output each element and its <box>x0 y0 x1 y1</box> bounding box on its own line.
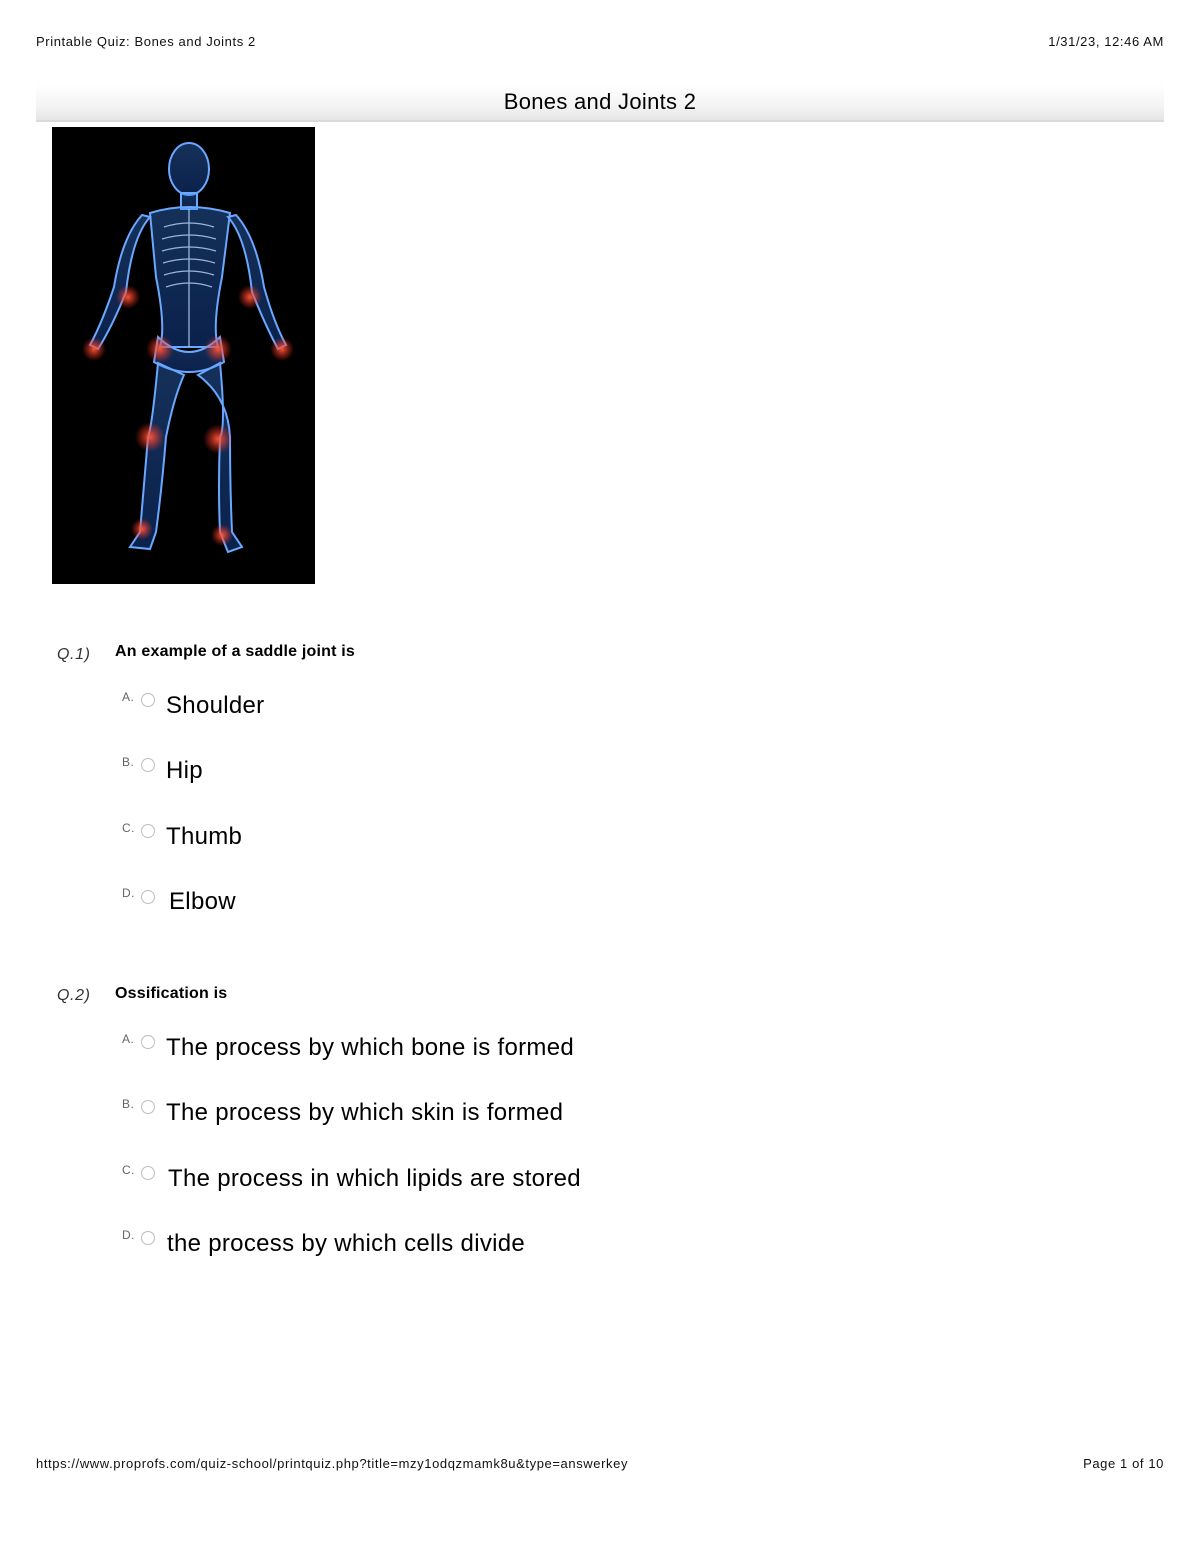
quiz-title-bar <box>36 84 1164 122</box>
option-text: Thumb <box>166 823 243 850</box>
option-text: The process in which lipids are stored <box>168 1165 581 1192</box>
radio-button[interactable] <box>141 693 155 707</box>
option-letter: B. <box>122 755 135 769</box>
option-letter: D. <box>122 886 135 900</box>
option-text: Shoulder <box>166 692 265 719</box>
radio-button[interactable] <box>141 890 155 904</box>
option-letter: A. <box>122 690 135 704</box>
option-text: The process by which skin is formed <box>166 1099 564 1126</box>
radio-button[interactable] <box>141 824 155 838</box>
quiz-title: Bones and Joints 2 <box>503 89 697 114</box>
print-header-title: Printable Quiz: Bones and Joints 2 <box>36 34 256 49</box>
print-footer-url: https://www.proprofs.com/quiz-school/printquiz.php?title=mzy1odqzmamk8u&type=answerkey <box>36 1456 629 1471</box>
option-letter: C. <box>122 821 135 835</box>
page-number: Page 1 of 10 <box>1083 1456 1164 1471</box>
option-letter: A. <box>122 1032 135 1046</box>
option-text: The process by which bone is formed <box>166 1034 575 1061</box>
option-letter: D. <box>122 1228 135 1242</box>
question-number: Q.1) <box>57 646 91 663</box>
radio-button[interactable] <box>141 1231 155 1245</box>
radio-button[interactable] <box>141 1035 155 1049</box>
option-text: Hip <box>166 757 203 784</box>
radio-button[interactable] <box>141 1100 155 1114</box>
skeleton-illustration <box>52 127 315 584</box>
question-text: Ossification is <box>115 985 228 1002</box>
print-header-timestamp: 1/31/23, 12:46 AM <box>1048 34 1164 49</box>
skeleton-xray-image <box>52 127 315 584</box>
option-letter: B. <box>122 1097 135 1111</box>
radio-button[interactable] <box>141 758 155 772</box>
option-letter: C. <box>122 1163 135 1177</box>
option-text: the process by which cells divide <box>167 1230 526 1257</box>
radio-button[interactable] <box>141 1166 155 1180</box>
option-text: Elbow <box>169 888 236 915</box>
question-text: An example of a saddle joint is <box>115 643 356 660</box>
question-number: Q.2) <box>57 987 91 1004</box>
